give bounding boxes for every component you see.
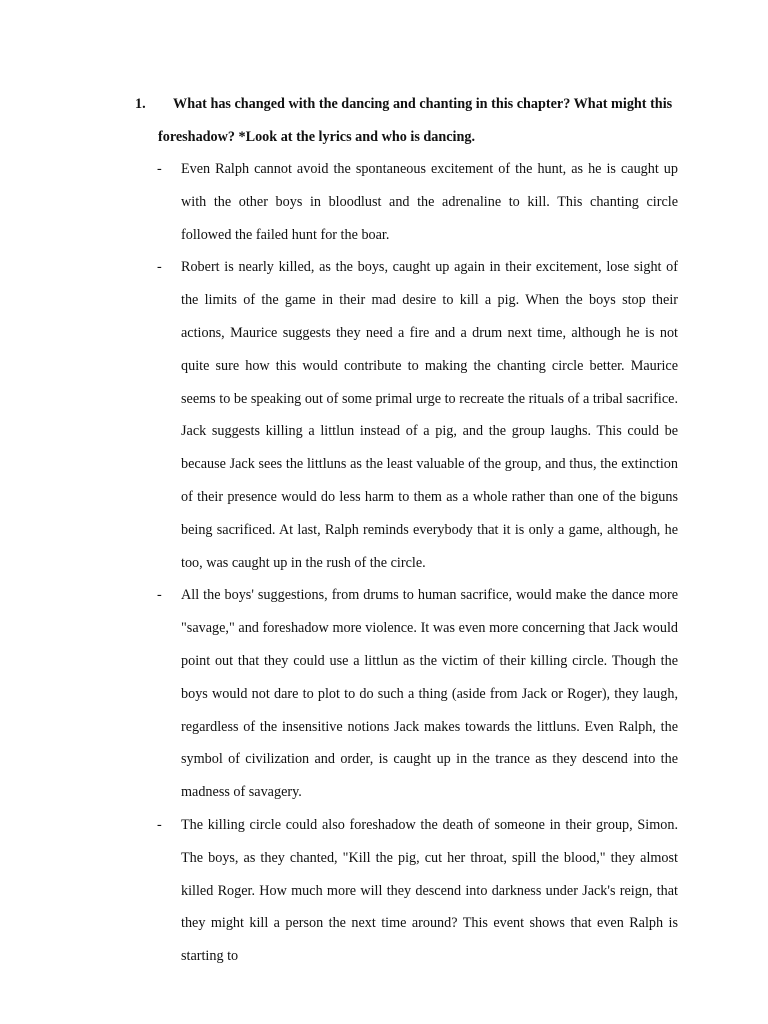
question-number: 1. (135, 96, 146, 112)
answer-item-2 (157, 251, 678, 579)
answer-text-3: All the boys' suggestions, from drums to human sacrifice, would make the dance more "savage," and foreshadow more violence. It was even more concerning that Jack would point out that they could use a littlun as the victim of their killing circle. Though the boys would not dare to plot to do such a thing (aside from Jack or Roger), they laugh, regardless of the insensitive notions Jack makes towards the littluns. Even Ralph, the symbol of civilization and order, is caught up in the trance as they descend into the madness of savagery. (181, 587, 678, 801)
question-text-line-2: foreshadow? *Look at the lyrics and who is dancing. (158, 128, 476, 145)
answer-text-2: Robert is nearly killed, as the boys, caught up again in their excitement, lose sight of the limits of the game in their mad desire to kill a pig. When the boys stop their actions, Maurice suggests they need a fire and a drum next time, although he is not quite sure how this would contribute to making the chanting circle better. Maurice seems to be speaking out of some primal urge to recreate the rituals of a tribal sacrifice. Jack suggests killing a littlun instead of a pig, and the group laughs. This could be because Jack sees the littluns as the least valuable of the group, and thus, the extinction of their presence would do less harm to them as a whole rather than one of the biguns being sacrificed. At last, Ralph reminds everybody that it is only a game, although, he too, was caught up in the rush of the circle. (181, 259, 678, 571)
question-first-line (135, 88, 680, 121)
question-text-line-1: What has changed with the dancing and chanting in this chapter? What might this (173, 96, 673, 112)
bullet-dash: - (157, 161, 162, 177)
answer-item-4 (157, 809, 678, 973)
bullet-dash: - (157, 816, 162, 833)
answer-item-1 (157, 153, 678, 251)
question-block (135, 88, 680, 154)
bullet-dash: - (157, 587, 162, 604)
answer-list (157, 153, 678, 973)
answer-item-3 (157, 579, 678, 809)
answer-text-4: The killing circle could also foreshadow the death of someone in their group, Simon. The boys, as they chanted, "Kill the pig, cut her throat, spill the blood," they almost killed Roger. How much more will they descend into darkness under Jack's reign, that they might kill a person the next time around? This event shows that even Ralph is starting to (181, 816, 678, 965)
answer-text-1: Even Ralph cannot avoid the spontaneous excitement of the hunt, as he is caught up with the other boys in bloodlust and the adrenaline to kill. This chanting circle followed the failed hunt for the boar. (181, 161, 678, 243)
bullet-dash: - (157, 259, 162, 276)
